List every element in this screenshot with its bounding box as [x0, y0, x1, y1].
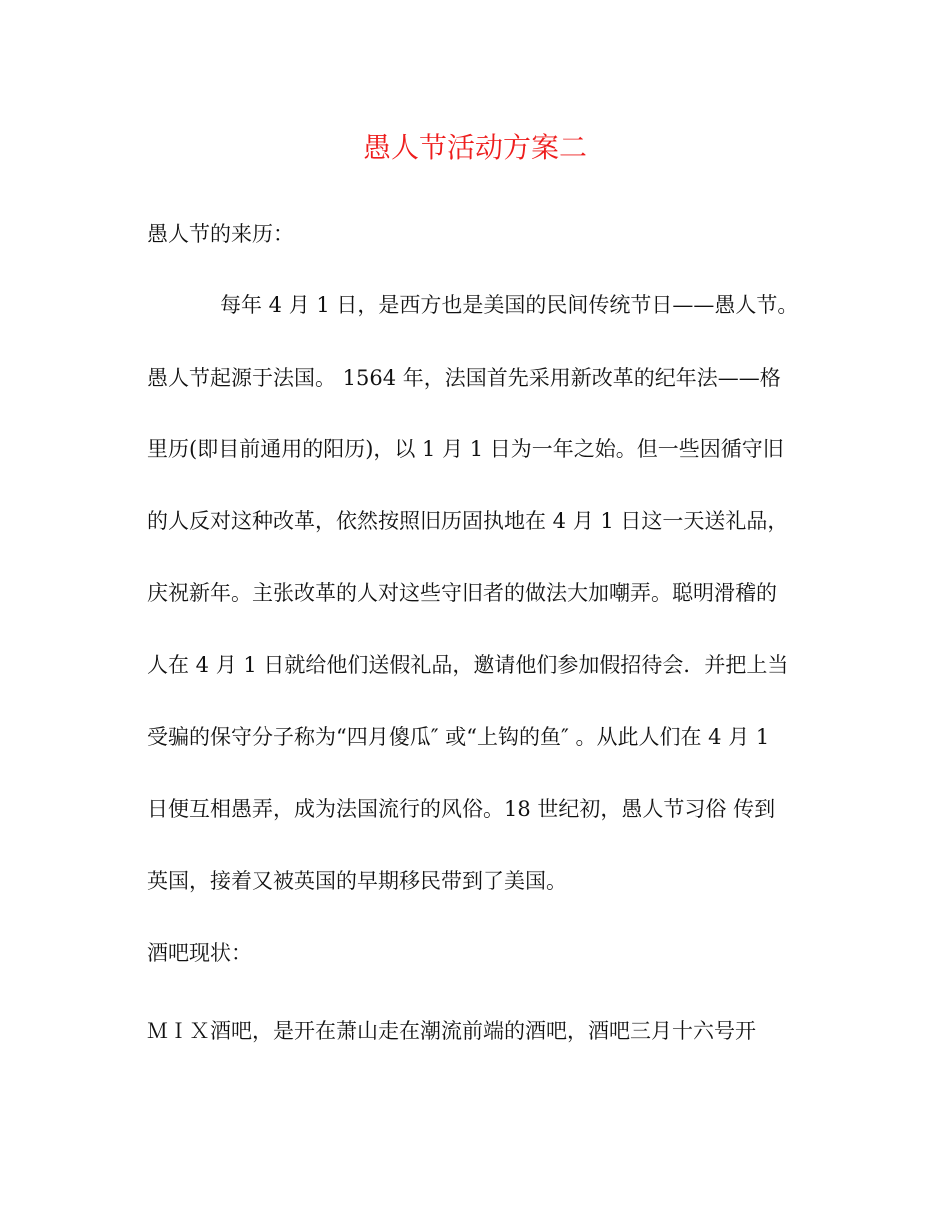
- section2-line-1: ＭＩＸ酒吧，是开在萧山走在潮流前端的酒吧，酒吧三月十六号开: [147, 1019, 756, 1043]
- paragraph-line-6: 人在 4 月 1 日就给他们送假礼品，邀请他们参加假招待会．并把上当: [147, 653, 789, 677]
- document-title: 愚人节活动方案二: [362, 131, 587, 164]
- paragraph-line-3: 里历(即目前通用的阳历)，以 1 月 1 日为一年之始。但一些因循守旧: [147, 437, 784, 461]
- paragraph-line-9: 英国，接着又被英国的早期移民带到了美国。: [147, 869, 567, 893]
- paragraph-line-8: 日便互相愚弄，成为法国流行的风俗。18 世纪初，愚人节习俗 传到: [147, 797, 776, 821]
- section-heading-bar-status: 酒吧现状：: [147, 941, 252, 965]
- section-heading-origin: 愚人节的来历：: [147, 222, 294, 246]
- paragraph-line-7: 受骗的保守分子称为“四月傻瓜″ 或“上钩的鱼″ 。从此人们在 4 月 1: [147, 725, 770, 749]
- paragraph-line-5: 庆祝新年。主张改革的人对这些守旧者的做法大加嘲弄。聪明滑稽的: [147, 581, 777, 605]
- paragraph-line-4: 的人反对这种改革，依然按照旧历固执地在 4 月 1 日这一天送礼品，: [147, 509, 789, 533]
- paragraph-line-1: 每年 4 月 1 日，是西方也是美国的民间传统节日——愚人节。: [220, 293, 799, 317]
- paragraph-line-2: 愚人节起源于法国。 1564 年，法国首先采用新改革的纪年法——格: [147, 366, 781, 390]
